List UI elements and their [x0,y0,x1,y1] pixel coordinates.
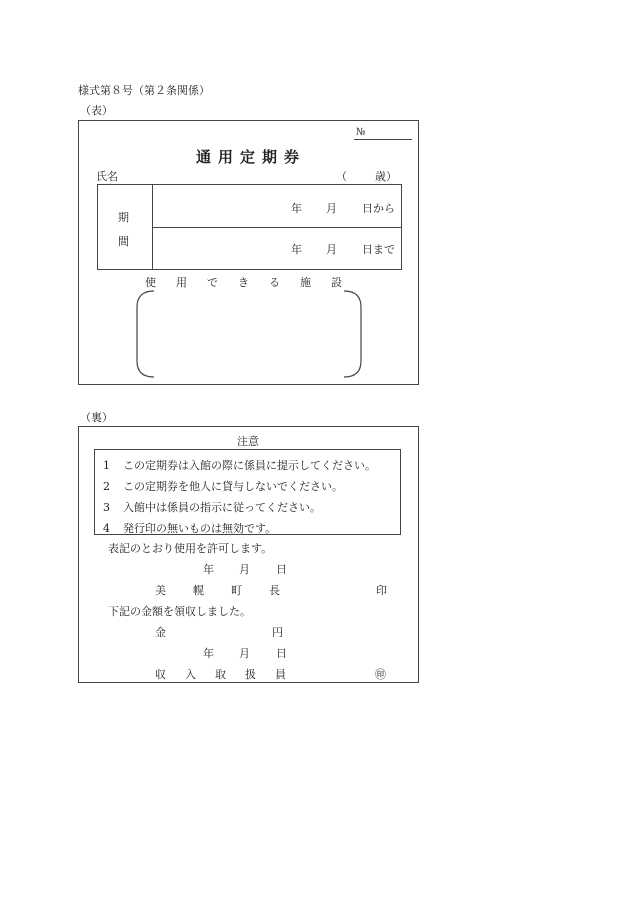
from-day: 日から [362,202,395,215]
receipt-day: 日 [276,647,287,660]
age-unit: 歳） [375,170,397,183]
permit-text: 表記のとおり使用を許可します。 [108,542,273,555]
front-card [78,120,419,385]
period-table [97,184,402,270]
permit-month: 月 [239,563,250,576]
receiver-title: 収 入 取 扱 員 [155,668,286,681]
left-bracket [137,291,154,377]
permit-year: 年 [203,563,214,576]
back-label: （裏） [80,411,113,424]
from-year: 年 [291,202,302,215]
note-item: 3 入館中は係員の指示に従ってください。 [103,501,321,514]
number-underline [354,139,412,140]
to-day: 日まで [362,243,395,256]
amount-label: 金 [155,626,166,639]
number-label: № [356,127,366,138]
front-label: （表） [80,104,113,117]
facility-label: 使 用 で き る 施 設 [145,276,342,289]
to-year: 年 [291,243,302,256]
note-item: 1 この定期券は入館の際に係員に提示してください。 [103,459,376,472]
facility-brackets [134,289,364,381]
permit-day: 日 [276,563,287,576]
period-divider-horizontal [152,227,401,228]
note-item: 4 発行印の無いものは無効です。 [103,522,277,535]
age-open: （ [336,170,347,183]
notice-title: 注意 [237,435,259,448]
name-label: 氏名 [96,170,118,183]
amount-unit: 円 [272,626,283,639]
mayor-seal: 印 [376,584,387,597]
form-number: 様式第８号（第２条関係） [78,84,210,97]
received-text: 下記の金額を領収しました。 [108,605,251,618]
receipt-month: 月 [239,647,250,660]
period-label-2: 間 [118,235,129,248]
notes-box [94,449,401,535]
back-card [78,426,419,683]
receiver-seal: ㊞ [375,668,386,681]
from-month: 月 [326,202,337,215]
to-month: 月 [326,243,337,256]
note-item: 2 この定期券を他人に貸与しないでください。 [103,480,343,493]
card-title: 通用定期券 [196,148,307,166]
mayor-title: 美 幌 町 長 [155,584,280,597]
receipt-year: 年 [203,647,214,660]
period-label-1: 期 [118,211,129,224]
right-bracket [344,291,361,377]
